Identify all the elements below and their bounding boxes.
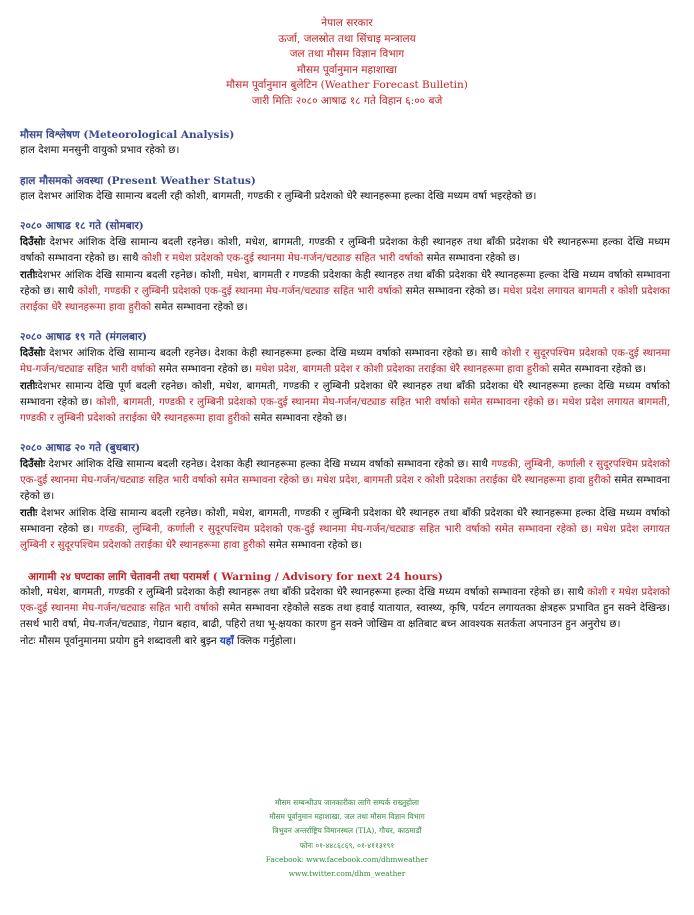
day2-day-warning: कोशी र सुदूरपश्चिम प्रदेशको एक-दुई स्थानमा मेघ-गर्जन/चट्याङ सहित भारी वर्षाको xyxy=(20,348,670,375)
day2-section xyxy=(20,330,670,427)
day2-night-tail: समेत सम्भावना रहेको छ। xyxy=(250,413,347,424)
day1-section xyxy=(20,219,670,316)
day1-night-text: देशभर आंशिक देखि सामान्य बदली रहनेछ। कोशी, मधेश, बागमती र गण्डकी प्रदेशका केही स्थानहरु तथा बाँकी प्रदेशका धेरै स्थानहरूमा हल्का देखि मध्यम वर्षाको सम्भावना रहेको छ। साथै xyxy=(20,270,670,297)
issue-date: जारी मितिः २०८० आषाढ १८ गते विहान ६:०० बजे xyxy=(251,94,443,107)
night-label: रातीः xyxy=(20,380,38,392)
day3-day-warning: गण्डकी, लुम्बिनी, कर्णाली र सुदूरपश्चिम प्रदेशको एक-दुई स्थानमा मेघ-गर्जन/चट्याङ सहित भारी वर्षाको समेत सम्भावना रहेको छ। मधेश प्रदेश, बागमती प्रदेश र कोशी प्रदेशका तराईका धेरै स्थानहरूमा हावा हुरीको xyxy=(20,459,670,486)
night-label: रातीः xyxy=(20,507,38,519)
day1-night xyxy=(20,267,670,316)
analysis-section xyxy=(20,128,670,159)
day2-night-text: देशभर सामान्य देखि पूर्ण बदली रहनेछ। कोशी, मधेश, बागमती, गण्डकी र लुम्बिनी प्रदेशका धेरै स्थानहरु तथा बाँकी प्रदेशका धेरै स्थानहरूमा हल्का देखि मध्यम वर्षाको सम्भावना रहेको छ। xyxy=(20,381,670,408)
day1-night-tail: समेत सम्भावना रहेको छ। xyxy=(151,302,248,313)
bulletin-content xyxy=(20,128,670,650)
footer-contact-heading: मौसम सम्बन्धीउप जानकारीका लागि सम्पर्क राख्नुहोला xyxy=(275,798,419,807)
day2-night xyxy=(20,378,670,427)
department-name: जल तथा मौसम विज्ञान विभाग xyxy=(289,48,405,60)
ministry-name: ऊर्जा, जलस्रोत तथा सिंचाइ मन्त्रालय xyxy=(278,32,416,45)
day1-day-text: देशभर आंशिक देखि सामान्य बदली रहनेछ। कोशी, मधेश, बागमती, गण्डकी र लुम्बिनी प्रदेशका केही स्थानहरु तथा बाँकी प्रदेशका धेरै स्थानहरूमा हल्का देखि मध्यम वर्षाको सम्भावना रहेको छ। साथै xyxy=(20,237,670,264)
analysis-text: हाल देशमा मनसुनी वायुको प्रभाव रहेको छ। xyxy=(20,145,180,156)
footer-division: मौसम पूर्वानुमान महाशाखा, जल तथा मौसम विज्ञान विभाग xyxy=(269,812,425,822)
government-name: नेपाल सरकार xyxy=(321,17,373,29)
day2-day-mid: समेत सम्भावना रहेको छ। xyxy=(155,364,256,375)
day3-daytime xyxy=(20,456,670,505)
advisory-text-1: कोशी, मधेश, बागमती, गण्डकी र लुम्बिनी प्रदेशका केही स्थानहरू तथा बाँकी प्रदेशका धेरै स्थानहरूमा हल्का देखि मध्यम वर्षाको सम्भावना रहेको छ। साथै xyxy=(20,587,588,598)
day1-day-tail: समेत सम्भावना रहेको छ। xyxy=(423,253,520,264)
day2-night-warning: कोशी, बागमती, गण्डकी र लुम्बिनी प्रदेशको एक-दुई स्थानमा मेघ-गर्जन/चट्याङ सहित भारी वर्षाको समेत सम्भावना रहेको छ। मधेश प्रदेश लगायत बागमती, गण्डकी र लुम्बिनी प्रदेशको तराईका धेरै स्थानहरूमा हावा हुरीको xyxy=(20,397,670,424)
day1-night-warning: कोशी, गण्डकी र लुम्बिनी प्रदेशको एक-दुई स्थानमा मेघ-गर्जन/चट्याङ सहित भारी वर्षाको xyxy=(77,286,403,297)
daytime-label: दिउँसोः xyxy=(20,236,46,248)
bulletin-title: मौसम पूर्वानुमान बुलेटिन (Weather Forecast Bulletin) xyxy=(226,79,468,91)
analysis-title: मौसम विश्लेषण (Meteorological Analysis) xyxy=(20,129,235,141)
day3-day-tail: समेत सम्भावना रहेको छ। xyxy=(20,475,670,502)
day1-day-warning: कोशी र मधेश प्रदेशको एक-दुई स्थानमा मेघ-गर्जन/चट्याङ सहित भारी वर्षाको xyxy=(141,253,424,264)
glossary-link[interactable]: यहाँ xyxy=(219,635,234,647)
daytime-label: दिउँसोः xyxy=(20,458,46,470)
advisory-text-2: समेत सम्भावना रहेकोले सडक तथा हवाई यातायात, स्वास्थ्य, कृषि, पर्यटन लगायतका क्षेत्रहरू प्रभावित हुन सक्ने देखिन्छ। तसर्थ भारी वर्षा, मेघ-गर्जन/चट्याङ, गेग्रान बहाव, बाढी, पहिरो तथा भू-क्षयका कारण हुन सक्ने जोखिम वा क्षतिबाट बच्न आवश्यक सतर्कता अपनाउन हुन अनुरोध छ। xyxy=(20,603,670,630)
facebook-link[interactable]: Facebook: www.facebook.com/dhmweather xyxy=(265,854,429,864)
footer-phone: फोनः ०१-४४८६८६९, ०१-४११३१९१ xyxy=(299,840,395,850)
advisory-note xyxy=(20,633,670,650)
day2-day-text: देशभर आंशिक देखि सामान्य बदली रहनेछ। देशका केही स्थानहरूमा हल्का देखि मध्यम वर्षाको सम्भावना रहेको छ। साथै xyxy=(45,348,502,359)
advisory-warning: कोशी र मधेश प्रदेशको एक-दुई स्थानमा मेघ-गर्जन/चट्याङ सहित भारी वर्षाको xyxy=(20,587,670,614)
note-tail: क्लिक गर्नुहोला। xyxy=(233,636,297,647)
twitter-link[interactable]: www.twitter.com/dhm_weather xyxy=(288,869,406,879)
contact-footer xyxy=(0,796,694,881)
footer-address: त्रिभुवन अन्तर्राष्ट्रिय विमानस्थल (TIA), गौचर, काठमाडौं xyxy=(272,826,422,836)
day2-title: २०८० आषाढ १९ गते (मंगलबार) xyxy=(20,331,147,343)
present-text: हाल देशभर आंशिक देखि सामान्य बदली रही कोशी, बागमती, गण्डकी र लुम्बिनी प्रदेशको धेरै स्थानहरूमा हल्का देखि मध्यम वर्षा भइरहेको छ। xyxy=(20,191,537,202)
advisory-title: आगामी २४ घण्टाका लागि चेतावनी तथा परामर्श ( Warning / Advisory for next 24 hours) xyxy=(28,571,443,583)
day3-day-text: देशभर आंशिक देखि सामान्य बदली रहनेछ। देशका केही स्थानहरूमा हल्का देखि मध्यम वर्षाको सम्भावना रहेको छ। साथै xyxy=(45,459,492,470)
division-name: मौसम पूर्वानुमान महाशाखा xyxy=(297,63,397,76)
day1-night-wind-warning: मधेश प्रदेश लगायत बागमती र कोशी प्रदेशका तराईका धेरै स्थानहरूमा हावा हुरीको xyxy=(20,286,670,313)
present-title: हाल मौसमको अवस्था (Present Weather Status) xyxy=(20,175,256,187)
night-label: रातीः xyxy=(20,269,38,281)
day2-day-wind-warning: मधेश प्रदेश, बागमती प्रदेश र कोशी प्रदेशका तराईका धेरै स्थानहरूमा हावा हुरीको xyxy=(255,364,550,375)
day1-night-mid: समेत सम्भावना रहेको छ। xyxy=(402,286,504,297)
day3-night-warning: गण्डकी, लुम्बिनी, कर्णाली र सुदूरपश्चिम प्रदेशको एक-दुई स्थानमा मेघ-गर्जन/चट्याङ सहित भारी वर्षाको समेत सम्भावना रहेको छ। मधेश प्रदेश लगायत लुम्बिनी र सुदूरपश्चिम प्रदेशको तराईका धेरै स्थानहरूमा हावा हुरीको xyxy=(20,524,670,551)
daytime-label: दिउँसोः xyxy=(20,347,46,359)
bulletin-header xyxy=(0,16,694,109)
day3-section xyxy=(20,441,670,554)
day3-title: २०८० आषाढ २० गते (बुधबार) xyxy=(20,442,141,454)
present-section xyxy=(20,174,670,205)
day2-day-tail: समेत सम्भावना रहेको छ। xyxy=(549,364,646,375)
day3-night-tail: समेत सम्भावना रहेको छ। xyxy=(265,540,363,551)
day3-night-text: देशभर आंशिक देखि सामान्य बदली रहनेछ। कोशी, मधेश, बागमती, गण्डकी र लुम्बिनी प्रदेशका धेरै स्थानहरु तथा बाँकी प्रदेशका धेरै स्थानहरूमा हल्का देखि मध्यम वर्षाको सम्भावना रहेको छ। xyxy=(20,508,670,535)
day1-title: २०८० आषाढ १८ गते (सोमबार) xyxy=(20,220,144,232)
advisory-text xyxy=(20,585,670,633)
day3-night xyxy=(20,505,670,554)
note-text: नोटः मौसम पूर्वानुमानमा प्रयोग हुने शब्दावली बारे बुझ्न xyxy=(20,636,220,647)
day2-daytime xyxy=(20,345,670,378)
day1-daytime xyxy=(20,234,670,267)
advisory-section xyxy=(20,570,670,650)
